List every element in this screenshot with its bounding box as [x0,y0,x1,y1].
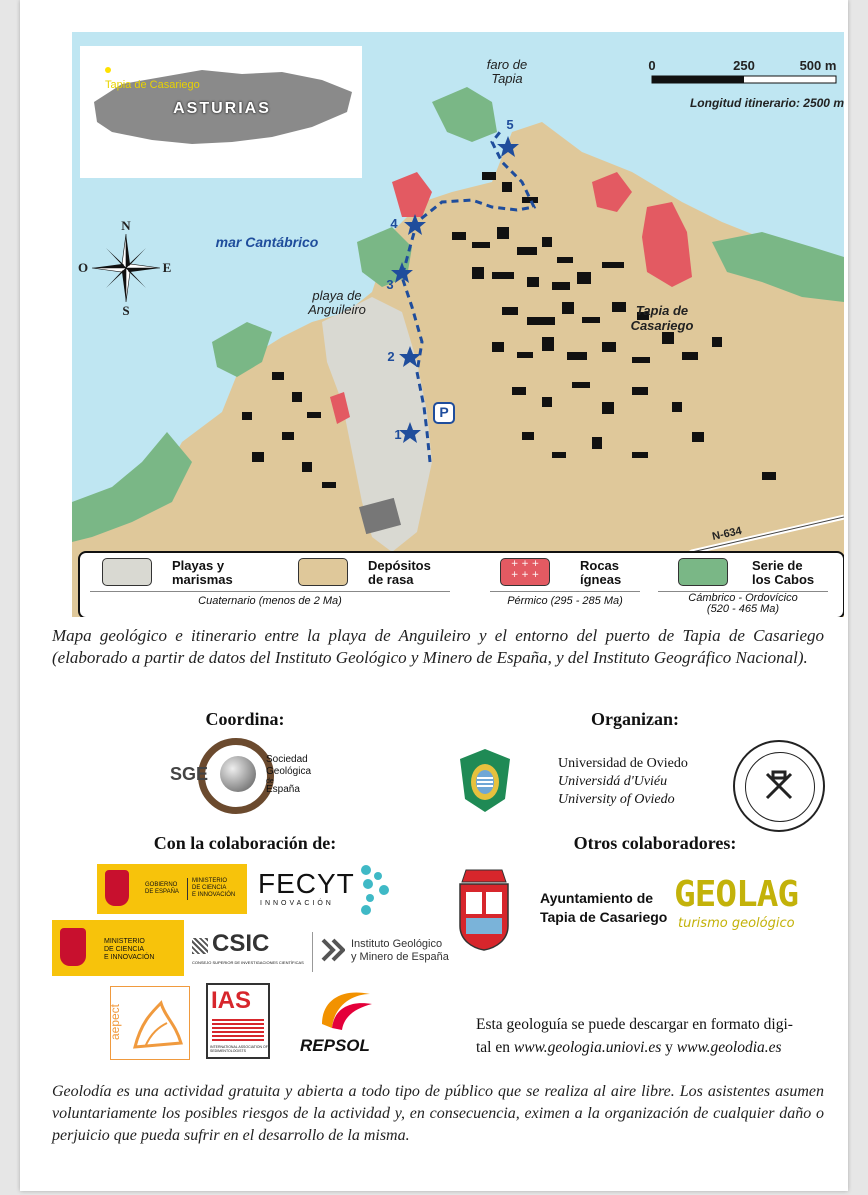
ias-name: IAS [211,987,252,1014]
sge-line3: de [266,778,274,785]
legend-cabos-2: los Cabos [752,572,815,587]
itinerary-length: Longitud itinerario: 2500 m [689,96,844,110]
gobierno-ministerio-logo [97,864,247,914]
scale-tick-250: 250 [733,58,755,73]
compass-e: E [162,260,172,275]
min-line3: E INNOVACIÓN [192,892,236,898]
inset-region-label: ASTURIAS [173,100,271,117]
fecyt-name: FECYT [258,868,355,899]
stop-label-4: 4 [390,216,398,231]
csic-sub: CONSEJO SUPERIOR DE INVESTIGACIONES CIENTÍFICAS [192,960,304,965]
stop-label-5: 5 [506,117,514,132]
geolag-name: GEOLAG [674,874,799,915]
town-label-1: Tapia de [635,303,689,318]
legend-igneous-2: ígneas [580,572,622,587]
ias-sub: INTERNATIONAL ASSOCIATION OF SEDIMENTOLOGISTS [210,1045,268,1053]
csic-logo [192,930,308,972]
igme-logo [312,932,453,972]
min-line2: DE CIENCIA [192,885,227,891]
legend-divider-cuaternario [90,591,450,592]
uniovi-name-ast: Universidá d'Uviéu [558,774,668,789]
sge-logo [170,738,350,820]
legend-period-cuaternario: Cuaternario (menos de 2 Ma) [198,595,342,607]
map-caption: Mapa geológico e itinerario entre la playa de Anguileiro y el entorno del puerto de Tapia de Casariego (elaborado a partir de datos del Instituto Geológico y Minero de España, y del Instituto Geográfico Nacional). [52,626,824,667]
legend-beach-1: Playas y [172,558,225,573]
ias-logo [206,983,270,1059]
csic-name: CSIC [212,930,270,957]
fecyt-logo [258,862,398,918]
geolag-sub: turismo geológico [678,916,795,931]
legend-period-permico: Pérmico (295 - 285 Ma) [507,595,623,607]
repsol-flame-icon [316,984,376,1034]
geological-map [72,32,844,617]
sge-line1: Sociedad [266,754,308,765]
download-note [476,1013,842,1059]
legend-swatch-igneous: + + + + + + [500,558,550,586]
min-line1: MINISTERIO [192,878,228,884]
aepect-name: aepect [108,1003,123,1041]
legend-igneous-1: Rocas [580,558,620,573]
min2-line2: DE CIENCIA [104,946,145,953]
aepect-logo [110,986,190,1060]
geolag-logo [674,874,824,938]
gob-line2: DE ESPAÑA [145,889,179,895]
min2-line3: E INNOVACIÓN [104,954,155,961]
legend-beach-2: marismas [172,572,233,587]
sge-abbr: SGE [170,764,209,784]
header-coordina: Coordina: [205,709,285,729]
igme-line2: y Minero de España [351,951,449,963]
parking-label: P [439,404,449,420]
aepect-figure-icon [131,993,185,1053]
legend-divider-permico [490,591,640,592]
legend-swatch-beach [102,558,152,586]
hammer-icon [759,766,799,806]
repsol-name: REPSOL [300,1036,370,1055]
download-link-geolodia[interactable]: www.geolodia.es [676,1039,782,1056]
legend-rasa-1: Depósitos [368,558,431,573]
sge-line4: España [266,784,300,795]
inset-location-dot [105,67,111,73]
ayuntamiento-logo [452,862,672,954]
compass-s: S [122,303,130,318]
stop-label-1: 1 [394,427,402,442]
page [20,0,848,1191]
ministerio-ciencia-logo [52,920,184,976]
igme-line1: Instituto Geológico [351,938,443,950]
compass-w: O [77,260,89,275]
map-legend [78,551,844,617]
legend-swatch-cabos [678,558,728,586]
uniovi-crest-icon [450,744,520,816]
ias-strata-icon [212,1019,264,1041]
sge-line2: Geológica [266,766,312,777]
sea-label: mar Cantábrico [215,234,319,250]
beach-label-1: playa de [312,288,362,303]
min2-line1: MINISTERIO [104,938,145,945]
scale-tick-500: 500 m [799,58,837,73]
uniovi-name-en: University of Oviedo [558,792,675,807]
footer-disclaimer: Geolodía es una actividad gratuita y abierta a todo tipo de público que se realiza al aire libre. Los asistentes asumen voluntariamente los posibles riesgos de la actividad y, en consecuencia, eximen a la organización de cualquier daño o perjuicio que pueda sufrir en el desarrollo de la misma. [52,1083,824,1144]
fecyt-sub: INNOVACIÓN [260,900,334,907]
header-colaboracion: Con la colaboración de: [153,833,337,853]
legend-rasa-2: de rasa [368,572,414,587]
igme-mark-icon [321,938,345,962]
legend-period-cambrico: Cámbrico - Ordovícico [688,592,798,604]
legend-period-cambrico-age: (520 - 465 Ma) [706,603,780,615]
tapia-coat-of-arms-icon [452,862,516,954]
gob-line1: GOBIERNO [145,882,178,888]
town-label-2: Casariego [630,318,694,333]
legend-cabos-1: Serie de [752,558,803,573]
download-note-line2: tal en [476,1039,514,1056]
stop-label-2: 2 [387,349,395,364]
compass-n: N [121,218,131,233]
beach-label-2: Anguileiro [308,302,366,317]
sge-sphere-icon [220,756,256,792]
scale-tick-0: 0 [648,58,656,73]
download-and: y [661,1039,677,1056]
fecyt-dots-icon [358,862,392,916]
legend-swatch-rasa [298,558,348,586]
ayto-line2: Tapia de Casariego [540,909,668,925]
geology-department-seal [733,740,825,832]
header-organizan: Organizan: [591,709,679,729]
scale-bar [652,76,836,83]
uniovi-name-es: Universidad de Oviedo [558,756,688,771]
lighthouse-label-2: Tapia [491,71,523,86]
download-link-uniovi[interactable]: www.geologia.uniovi.es [513,1039,662,1056]
spain-shield-icon [105,870,129,906]
stop-label-3: 3 [386,277,394,292]
repsol-logo [296,984,396,1058]
inset-place-label: Tapia de Casariego [105,79,200,91]
ayto-line1: Ayuntamiento de [540,890,654,906]
download-note-line1: Esta geologuía se puede descargar en formato digi- [476,1016,793,1033]
road-label: N-634 [711,525,743,543]
header-otros: Otros colaboradores: [573,833,737,853]
spain-shield-icon-2 [60,928,86,966]
uniovi-logo [450,744,710,816]
lighthouse-label-1: faro de [486,57,528,72]
csic-mark-icon [192,938,208,954]
